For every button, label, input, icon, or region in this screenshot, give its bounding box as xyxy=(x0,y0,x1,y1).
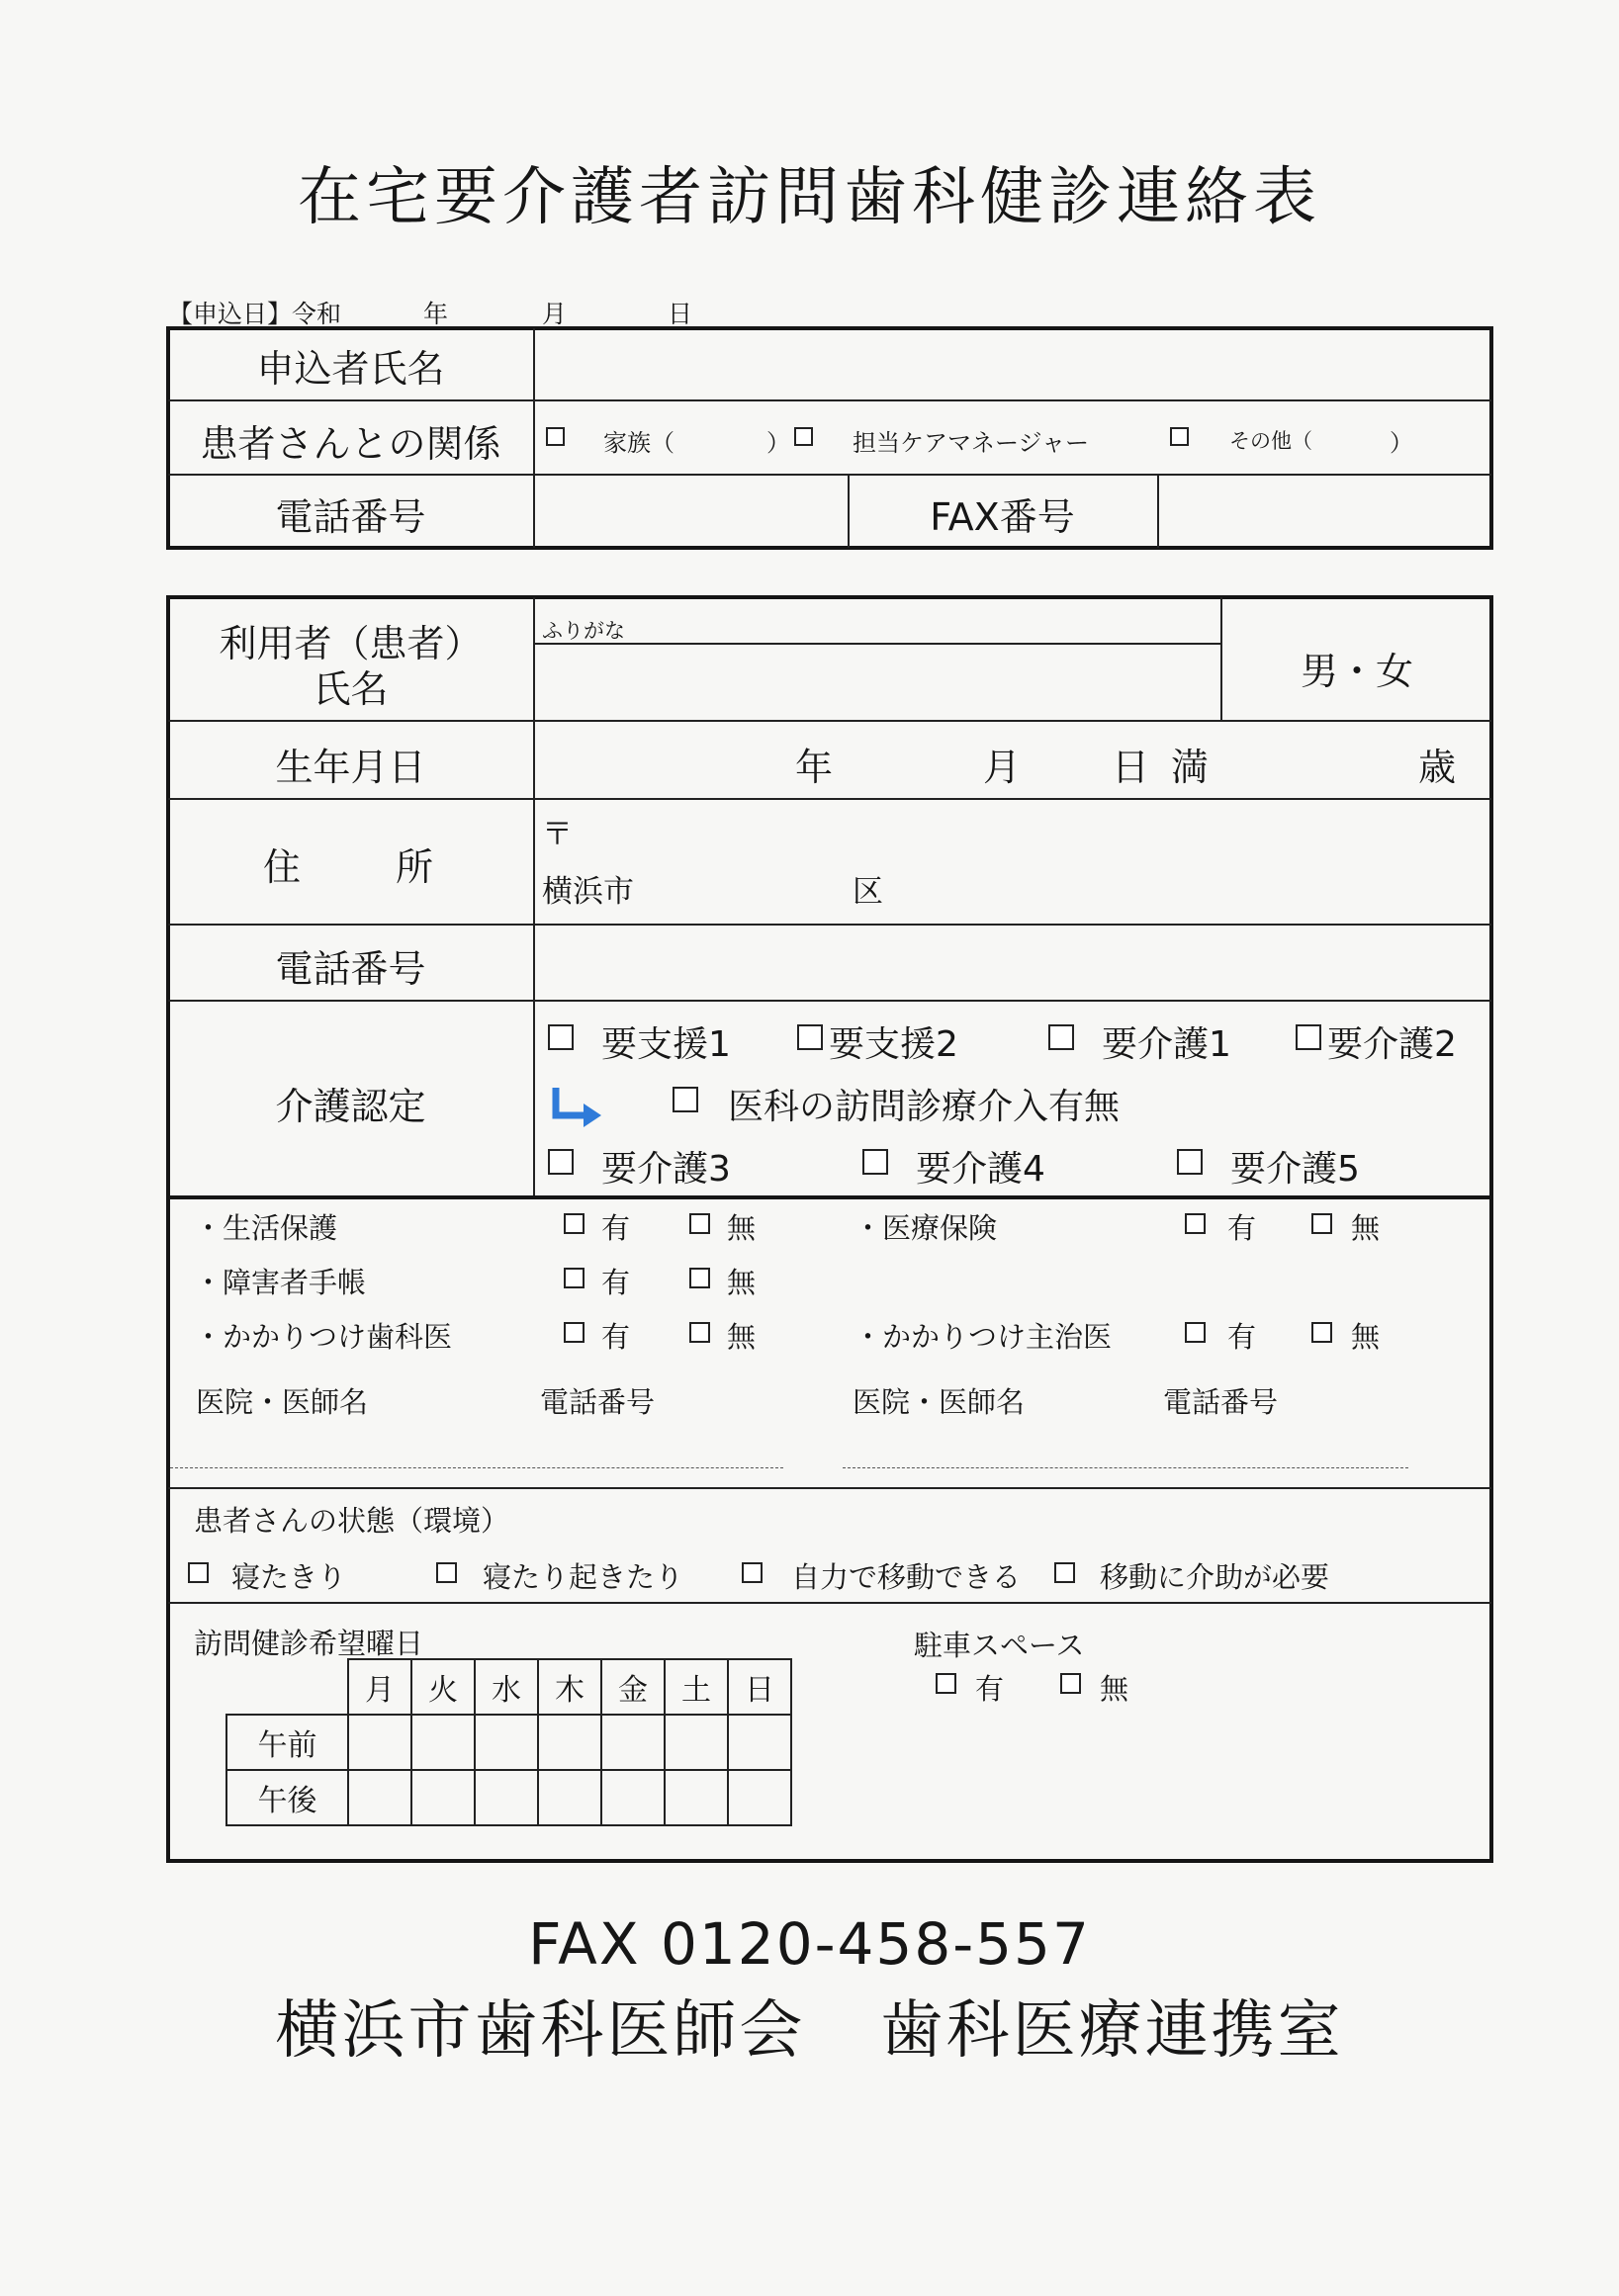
dentist-yes-checkbox[interactable] xyxy=(564,1322,585,1343)
care-support2-label: 要支援2 xyxy=(829,1024,958,1065)
insurance-yes-label: 有 xyxy=(1227,1211,1257,1245)
application-date-month: 月 xyxy=(542,300,568,328)
parking-label: 駐車スペース xyxy=(914,1629,1085,1662)
insurance-yes-checkbox[interactable] xyxy=(1185,1213,1206,1234)
footer-org-office: 歯科医療連携室 xyxy=(879,1994,1344,2068)
condition-assist-label: 移動に介助が必要 xyxy=(1100,1560,1330,1594)
slot-am-thu[interactable] xyxy=(538,1715,601,1770)
form-title: 在宅要介護者訪問歯科健診連絡表 xyxy=(298,161,1321,234)
dentist-no-label: 無 xyxy=(727,1320,757,1354)
day-mon: 月 xyxy=(348,1659,411,1715)
visit-days-label: 訪問健診希望曜日 xyxy=(194,1627,424,1660)
birth-date-label: 生年月日 xyxy=(275,746,426,789)
condition-bedridden-checkbox[interactable] xyxy=(188,1562,209,1583)
relation-family-label: 家族（ xyxy=(603,429,675,457)
condition-partial-checkbox[interactable] xyxy=(436,1562,457,1583)
care-level4-label: 要介護4 xyxy=(916,1149,1045,1190)
care-level5-label: 要介護5 xyxy=(1230,1149,1360,1190)
slot-pm-mon[interactable] xyxy=(348,1770,411,1825)
slot-pm-sat[interactable] xyxy=(665,1770,728,1825)
row-pm-label: 午後 xyxy=(226,1770,348,1825)
visit-schedule-table xyxy=(225,1658,792,1826)
relation-care-manager-checkbox[interactable] xyxy=(794,427,813,446)
parking-no-checkbox[interactable] xyxy=(1060,1673,1081,1694)
slot-pm-tue[interactable] xyxy=(411,1770,475,1825)
application-date-day: 日 xyxy=(668,300,693,328)
welfare-no-checkbox[interactable] xyxy=(689,1213,710,1234)
address-city: 横浜市 xyxy=(542,874,634,910)
day-thu: 木 xyxy=(538,1659,601,1715)
slot-am-fri[interactable] xyxy=(601,1715,665,1770)
day-sat: 土 xyxy=(665,1659,728,1715)
application-date-year: 年 xyxy=(423,300,449,328)
dentist-clinic-label: 医院・医師名 xyxy=(196,1385,369,1419)
parking-yes-checkbox[interactable] xyxy=(936,1673,956,1694)
relation-other-label: その他（ xyxy=(1229,429,1312,453)
care-support2-checkbox[interactable] xyxy=(797,1024,823,1050)
condition-mobile-label: 自力で移動できる xyxy=(791,1560,1022,1594)
dentist-yes-label: 有 xyxy=(601,1320,631,1354)
condition-mobile-checkbox[interactable] xyxy=(742,1562,763,1583)
physician-clinic-label: 医院・医師名 xyxy=(853,1385,1026,1419)
care-level3-checkbox[interactable] xyxy=(548,1149,574,1175)
day-sun: 日 xyxy=(728,1659,791,1715)
slot-pm-wed[interactable] xyxy=(475,1770,538,1825)
footer-org-association: 横浜市歯科医師会 xyxy=(275,1994,806,2068)
slot-am-sun[interactable] xyxy=(728,1715,791,1770)
address-label-1: 住 xyxy=(263,845,302,889)
applicant-fax-label: FAX番号 xyxy=(930,495,1075,539)
footer-organization xyxy=(0,1980,1619,2071)
patient-phone-label: 電話番号 xyxy=(275,947,426,991)
day-wed: 水 xyxy=(475,1659,538,1715)
physician-no-label: 無 xyxy=(1351,1320,1381,1354)
birth-month-unit: 月 xyxy=(983,746,1022,789)
address-label-2: 所 xyxy=(396,845,434,889)
birth-day-unit: 日 xyxy=(1112,746,1150,789)
condition-bedridden-label: 寝たきり xyxy=(231,1560,347,1594)
care-level1-label: 要介護1 xyxy=(1102,1024,1231,1065)
welfare-label: ・生活保護 xyxy=(194,1211,338,1245)
slot-am-mon[interactable] xyxy=(348,1715,411,1770)
age-suffix: 歳 xyxy=(1418,746,1457,789)
furigana-label: ふりがな xyxy=(542,619,625,643)
age-prefix: 満 xyxy=(1171,746,1210,789)
welfare-no-label: 無 xyxy=(727,1211,757,1245)
physician-yes-checkbox[interactable] xyxy=(1185,1322,1206,1343)
dentist-phone-label: 電話番号 xyxy=(540,1385,656,1419)
relation-other-close: ） xyxy=(1390,429,1413,457)
medical-visit-label: 医科の訪問診療介入有無 xyxy=(728,1087,1121,1127)
care-level4-checkbox[interactable] xyxy=(862,1149,888,1175)
condition-partial-label: 寝たり起きたり xyxy=(483,1560,684,1594)
care-level2-checkbox[interactable] xyxy=(1296,1024,1321,1050)
physician-yes-label: 有 xyxy=(1227,1320,1257,1354)
physician-phone-label: 電話番号 xyxy=(1163,1385,1279,1419)
welfare-yes-checkbox[interactable] xyxy=(564,1213,585,1234)
applicant-phone-label: 電話番号 xyxy=(275,495,426,539)
slot-am-tue[interactable] xyxy=(411,1715,475,1770)
patient-name-label-2: 氏名 xyxy=(313,667,389,711)
slot-am-wed[interactable] xyxy=(475,1715,538,1770)
disability-label: ・障害者手帳 xyxy=(194,1266,367,1299)
care-level2-label: 要介護2 xyxy=(1327,1024,1457,1065)
relation-other-checkbox[interactable] xyxy=(1170,427,1189,446)
condition-label: 患者さんの状態（環境） xyxy=(194,1504,510,1538)
care-certification-label: 介護認定 xyxy=(275,1085,426,1128)
gender-label: 男・女 xyxy=(1300,650,1413,693)
day-fri: 金 xyxy=(601,1659,665,1715)
care-support1-checkbox[interactable] xyxy=(548,1024,574,1050)
parking-no-label: 無 xyxy=(1100,1672,1129,1706)
slot-pm-sun[interactable] xyxy=(728,1770,791,1825)
relation-label: 患者さんとの関係 xyxy=(200,422,501,466)
insurance-label: ・医療保険 xyxy=(854,1211,998,1245)
disability-no-checkbox[interactable] xyxy=(689,1268,710,1288)
insurance-no-checkbox[interactable] xyxy=(1311,1213,1332,1234)
row-am-label: 午前 xyxy=(226,1715,348,1770)
disability-no-label: 無 xyxy=(727,1266,757,1299)
dentist-no-checkbox[interactable] xyxy=(689,1322,710,1343)
medical-visit-checkbox[interactable] xyxy=(673,1087,698,1112)
relation-family-close: ） xyxy=(766,429,790,457)
applicant-name-label: 申込者氏名 xyxy=(256,347,445,391)
physician-no-checkbox[interactable] xyxy=(1311,1322,1332,1343)
care-level5-checkbox[interactable] xyxy=(1177,1149,1203,1175)
insurance-no-label: 無 xyxy=(1351,1211,1381,1245)
slot-pm-thu[interactable] xyxy=(538,1770,601,1825)
slot-pm-fri[interactable] xyxy=(601,1770,665,1825)
disability-yes-checkbox[interactable] xyxy=(564,1268,585,1288)
relation-family-checkbox[interactable] xyxy=(546,427,565,446)
address-ward: 区 xyxy=(853,874,883,910)
disability-yes-label: 有 xyxy=(601,1266,631,1299)
care-level3-label: 要介護3 xyxy=(601,1149,731,1190)
physician-label: ・かかりつけ主治医 xyxy=(854,1320,1113,1354)
application-date-label: 【申込日】令和 xyxy=(168,300,342,328)
footer-fax: FAX 0120-458-557 xyxy=(528,1910,1091,1978)
slot-am-sat[interactable] xyxy=(665,1715,728,1770)
condition-assist-checkbox[interactable] xyxy=(1054,1562,1075,1583)
dentist-label: ・かかりつけ歯科医 xyxy=(194,1320,453,1354)
care-level1-checkbox[interactable] xyxy=(1048,1024,1074,1050)
patient-name-label-1: 利用者（患者） xyxy=(219,622,483,665)
parking-yes-label: 有 xyxy=(975,1672,1005,1706)
birth-year-unit: 年 xyxy=(795,746,834,789)
welfare-yes-label: 有 xyxy=(601,1211,631,1245)
day-tue: 火 xyxy=(411,1659,475,1715)
postal-mark: 〒 xyxy=(542,817,573,852)
care-support1-label: 要支援1 xyxy=(601,1024,731,1065)
arrow-return-icon xyxy=(550,1086,605,1127)
relation-care-manager-label: 担当ケアマネージャー xyxy=(853,429,1090,457)
